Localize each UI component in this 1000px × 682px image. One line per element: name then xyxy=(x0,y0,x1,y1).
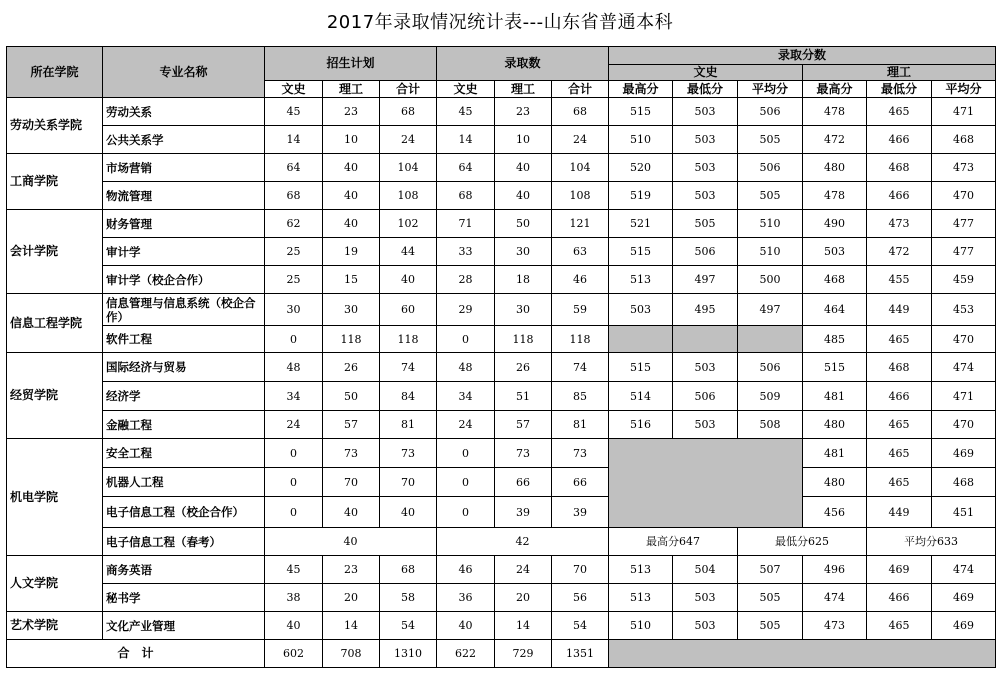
adm-ligong: 18 xyxy=(495,266,552,294)
lg-max: 481 xyxy=(803,382,867,411)
lg-avg: 470 xyxy=(932,326,996,353)
ws-max: 510 xyxy=(609,126,673,154)
lg-max: 485 xyxy=(803,326,867,353)
plan-wenshi: 0 xyxy=(265,326,323,353)
major-cell: 软件工程 xyxy=(103,326,265,353)
ws-max: 513 xyxy=(609,584,673,612)
major-cell: 审计学 xyxy=(103,238,265,266)
adm-total: 59 xyxy=(552,294,609,326)
lg-avg: 468 xyxy=(932,468,996,497)
plan-wenshi: 40 xyxy=(265,612,323,640)
plan-total: 44 xyxy=(380,238,437,266)
plan-merged: 40 xyxy=(265,528,437,556)
major-cell: 安全工程 xyxy=(103,439,265,468)
plan-ligong: 40 xyxy=(323,154,380,182)
ws-max: 513 xyxy=(609,556,673,584)
adm-ligong: 10 xyxy=(495,126,552,154)
college-cell: 会计学院 xyxy=(7,210,103,294)
lg-min: 465 xyxy=(867,468,932,497)
plan-ligong: 40 xyxy=(323,210,380,238)
lg-max: 496 xyxy=(803,556,867,584)
lg-avg: 459 xyxy=(932,266,996,294)
major-cell: 审计学（校企合作） xyxy=(103,266,265,294)
plan-wenshi: 0 xyxy=(265,439,323,468)
total-adm-ligong: 729 xyxy=(495,640,552,668)
plan-wenshi: 48 xyxy=(265,353,323,382)
header-lg-avg: 平均分 xyxy=(932,81,996,98)
header-college: 所在学院 xyxy=(7,47,103,98)
college-cell: 经贸学院 xyxy=(7,353,103,439)
ws-max: 519 xyxy=(609,182,673,210)
adm-total: 121 xyxy=(552,210,609,238)
plan-ligong: 118 xyxy=(323,326,380,353)
lg-min: 473 xyxy=(867,210,932,238)
plan-wenshi: 45 xyxy=(265,98,323,126)
empty-grey-block xyxy=(609,640,996,668)
adm-wenshi: 40 xyxy=(437,612,495,640)
lg-min: 455 xyxy=(867,266,932,294)
major-cell: 电子信息工程（春考） xyxy=(103,528,265,556)
lg-max: 515 xyxy=(803,353,867,382)
header-lg-min: 最低分 xyxy=(867,81,932,98)
lg-max: 472 xyxy=(803,126,867,154)
plan-wenshi: 30 xyxy=(265,294,323,326)
lg-min: 465 xyxy=(867,326,932,353)
lg-avg: 451 xyxy=(932,497,996,528)
major-cell: 信息管理与信息系统（校企合作） xyxy=(103,294,265,326)
plan-ligong: 14 xyxy=(323,612,380,640)
college-cell: 信息工程学院 xyxy=(7,294,103,353)
plan-total: 74 xyxy=(380,353,437,382)
lg-min: 468 xyxy=(867,154,932,182)
lg-min: 466 xyxy=(867,584,932,612)
header-ws-min: 最低分 xyxy=(673,81,738,98)
adm-wenshi: 24 xyxy=(437,411,495,439)
adm-merged: 42 xyxy=(437,528,609,556)
adm-ligong: 26 xyxy=(495,353,552,382)
adm-ligong: 66 xyxy=(495,468,552,497)
spring-avg: 平均分633 xyxy=(867,528,996,556)
plan-ligong: 73 xyxy=(323,439,380,468)
lg-max: 474 xyxy=(803,584,867,612)
plan-total: 24 xyxy=(380,126,437,154)
adm-ligong: 20 xyxy=(495,584,552,612)
adm-ligong: 24 xyxy=(495,556,552,584)
college-cell: 工商学院 xyxy=(7,154,103,210)
plan-wenshi: 25 xyxy=(265,266,323,294)
lg-avg: 471 xyxy=(932,382,996,411)
lg-min: 465 xyxy=(867,612,932,640)
plan-wenshi: 64 xyxy=(265,154,323,182)
header-ws-max: 最高分 xyxy=(609,81,673,98)
plan-total: 40 xyxy=(380,497,437,528)
header-scores-ligong: 理工 xyxy=(803,65,996,81)
lg-max: 478 xyxy=(803,182,867,210)
plan-total: 68 xyxy=(380,556,437,584)
lg-max: 473 xyxy=(803,612,867,640)
adm-ligong: 30 xyxy=(495,238,552,266)
lg-min: 466 xyxy=(867,126,932,154)
adm-ligong: 118 xyxy=(495,326,552,353)
header-major: 专业名称 xyxy=(103,47,265,98)
lg-max: 503 xyxy=(803,238,867,266)
adm-wenshi: 46 xyxy=(437,556,495,584)
ws-min: 503 xyxy=(673,353,738,382)
ws-avg: 506 xyxy=(738,353,803,382)
lg-max: 456 xyxy=(803,497,867,528)
adm-ligong: 39 xyxy=(495,497,552,528)
adm-total: 104 xyxy=(552,154,609,182)
ws-min: 503 xyxy=(673,126,738,154)
lg-avg: 477 xyxy=(932,210,996,238)
college-cell: 艺术学院 xyxy=(7,612,103,640)
college-cell: 人文学院 xyxy=(7,556,103,612)
plan-wenshi: 25 xyxy=(265,238,323,266)
lg-avg: 469 xyxy=(932,439,996,468)
adm-wenshi: 28 xyxy=(437,266,495,294)
ws-avg: 506 xyxy=(738,154,803,182)
adm-total: 68 xyxy=(552,98,609,126)
plan-wenshi: 0 xyxy=(265,468,323,497)
header-scores: 录取分数 xyxy=(609,47,996,65)
adm-ligong: 23 xyxy=(495,98,552,126)
college-cell: 劳动关系学院 xyxy=(7,98,103,154)
ws-max: 515 xyxy=(609,238,673,266)
adm-ligong: 30 xyxy=(495,294,552,326)
lg-max: 480 xyxy=(803,468,867,497)
header-adm-total: 合计 xyxy=(552,81,609,98)
adm-total: 118 xyxy=(552,326,609,353)
plan-wenshi: 45 xyxy=(265,556,323,584)
ws-max: 515 xyxy=(609,353,673,382)
adm-wenshi: 64 xyxy=(437,154,495,182)
adm-total: 24 xyxy=(552,126,609,154)
ws-avg: 510 xyxy=(738,210,803,238)
lg-min: 469 xyxy=(867,556,932,584)
header-ws-avg: 平均分 xyxy=(738,81,803,98)
lg-min: 449 xyxy=(867,497,932,528)
ws-avg: 505 xyxy=(738,612,803,640)
plan-wenshi: 14 xyxy=(265,126,323,154)
ws-min: 495 xyxy=(673,294,738,326)
plan-wenshi: 38 xyxy=(265,584,323,612)
total-label: 合 计 xyxy=(7,640,265,668)
major-cell: 劳动关系 xyxy=(103,98,265,126)
lg-avg: 471 xyxy=(932,98,996,126)
ws-max: 510 xyxy=(609,612,673,640)
plan-total: 58 xyxy=(380,584,437,612)
adm-ligong: 51 xyxy=(495,382,552,411)
ws-min: 503 xyxy=(673,584,738,612)
ws-max: 516 xyxy=(609,411,673,439)
header-lg-max: 最高分 xyxy=(803,81,867,98)
plan-ligong: 50 xyxy=(323,382,380,411)
plan-total: 54 xyxy=(380,612,437,640)
empty-grey-cell xyxy=(673,326,738,353)
page-title: 2017年录取情况统计表---山东省普通本科 xyxy=(326,12,674,33)
ws-avg: 497 xyxy=(738,294,803,326)
ws-min: 497 xyxy=(673,266,738,294)
header-scores-wenshi: 文史 xyxy=(609,65,803,81)
lg-max: 464 xyxy=(803,294,867,326)
adm-wenshi: 68 xyxy=(437,182,495,210)
ws-avg: 507 xyxy=(738,556,803,584)
lg-avg: 469 xyxy=(932,584,996,612)
lg-avg: 470 xyxy=(932,411,996,439)
plan-total: 84 xyxy=(380,382,437,411)
empty-grey-cell xyxy=(738,326,803,353)
adm-total: 85 xyxy=(552,382,609,411)
lg-avg: 453 xyxy=(932,294,996,326)
ws-min: 505 xyxy=(673,210,738,238)
header-adm-wenshi: 文史 xyxy=(437,81,495,98)
empty-grey-block xyxy=(609,439,803,528)
plan-total: 104 xyxy=(380,154,437,182)
plan-ligong: 26 xyxy=(323,353,380,382)
adm-wenshi: 45 xyxy=(437,98,495,126)
plan-total: 68 xyxy=(380,98,437,126)
ws-avg: 508 xyxy=(738,411,803,439)
ws-min: 503 xyxy=(673,154,738,182)
adm-total: 73 xyxy=(552,439,609,468)
lg-min: 468 xyxy=(867,353,932,382)
adm-ligong: 73 xyxy=(495,439,552,468)
adm-total: 39 xyxy=(552,497,609,528)
lg-min: 472 xyxy=(867,238,932,266)
ws-min: 503 xyxy=(673,612,738,640)
plan-wenshi: 68 xyxy=(265,182,323,210)
adm-wenshi: 0 xyxy=(437,468,495,497)
adm-wenshi: 0 xyxy=(437,439,495,468)
lg-avg: 474 xyxy=(932,556,996,584)
ws-avg: 510 xyxy=(738,238,803,266)
plan-ligong: 19 xyxy=(323,238,380,266)
plan-ligong: 30 xyxy=(323,294,380,326)
lg-min: 465 xyxy=(867,98,932,126)
spring-max: 最高分647 xyxy=(609,528,738,556)
plan-total: 118 xyxy=(380,326,437,353)
ws-avg: 509 xyxy=(738,382,803,411)
adm-wenshi: 29 xyxy=(437,294,495,326)
ws-max: 521 xyxy=(609,210,673,238)
adm-total: 74 xyxy=(552,353,609,382)
adm-total: 70 xyxy=(552,556,609,584)
plan-ligong: 20 xyxy=(323,584,380,612)
plan-wenshi: 0 xyxy=(265,497,323,528)
plan-ligong: 40 xyxy=(323,497,380,528)
adm-total: 81 xyxy=(552,411,609,439)
header-plan: 招生计划 xyxy=(265,47,437,81)
plan-ligong: 23 xyxy=(323,556,380,584)
lg-min: 465 xyxy=(867,411,932,439)
plan-ligong: 10 xyxy=(323,126,380,154)
major-cell: 机器人工程 xyxy=(103,468,265,497)
total-plan-total: 1310 xyxy=(380,640,437,668)
lg-avg: 477 xyxy=(932,238,996,266)
header-admitted: 录取数 xyxy=(437,47,609,81)
spring-min: 最低分625 xyxy=(738,528,867,556)
adm-wenshi: 0 xyxy=(437,497,495,528)
adm-total: 56 xyxy=(552,584,609,612)
lg-max: 480 xyxy=(803,411,867,439)
total-plan-wenshi: 602 xyxy=(265,640,323,668)
ws-avg: 500 xyxy=(738,266,803,294)
major-cell: 市场营销 xyxy=(103,154,265,182)
lg-avg: 474 xyxy=(932,353,996,382)
header-plan-ligong: 理工 xyxy=(323,81,380,98)
lg-max: 490 xyxy=(803,210,867,238)
major-cell: 文化产业管理 xyxy=(103,612,265,640)
plan-wenshi: 24 xyxy=(265,411,323,439)
adm-total: 108 xyxy=(552,182,609,210)
header-plan-total: 合计 xyxy=(380,81,437,98)
adm-wenshi: 14 xyxy=(437,126,495,154)
adm-total: 63 xyxy=(552,238,609,266)
adm-ligong: 57 xyxy=(495,411,552,439)
ws-avg: 505 xyxy=(738,182,803,210)
adm-total: 46 xyxy=(552,266,609,294)
ws-avg: 505 xyxy=(738,126,803,154)
lg-max: 478 xyxy=(803,98,867,126)
major-cell: 电子信息工程（校企合作） xyxy=(103,497,265,528)
lg-min: 449 xyxy=(867,294,932,326)
lg-avg: 470 xyxy=(932,182,996,210)
adm-ligong: 40 xyxy=(495,154,552,182)
plan-total: 40 xyxy=(380,266,437,294)
lg-min: 465 xyxy=(867,439,932,468)
header-plan-wenshi: 文史 xyxy=(265,81,323,98)
plan-wenshi: 62 xyxy=(265,210,323,238)
ws-avg: 505 xyxy=(738,584,803,612)
major-cell: 商务英语 xyxy=(103,556,265,584)
lg-avg: 468 xyxy=(932,126,996,154)
ws-min: 503 xyxy=(673,411,738,439)
adm-ligong: 40 xyxy=(495,182,552,210)
ws-max: 515 xyxy=(609,98,673,126)
lg-max: 480 xyxy=(803,154,867,182)
adm-wenshi: 34 xyxy=(437,382,495,411)
adm-ligong: 50 xyxy=(495,210,552,238)
ws-min: 503 xyxy=(673,98,738,126)
adm-wenshi: 71 xyxy=(437,210,495,238)
major-cell: 秘书学 xyxy=(103,584,265,612)
plan-ligong: 40 xyxy=(323,182,380,210)
lg-max: 468 xyxy=(803,266,867,294)
adm-total: 54 xyxy=(552,612,609,640)
ws-max: 520 xyxy=(609,154,673,182)
plan-total: 102 xyxy=(380,210,437,238)
ws-max: 513 xyxy=(609,266,673,294)
admission-table xyxy=(6,46,996,668)
header-adm-ligong: 理工 xyxy=(495,81,552,98)
plan-total: 81 xyxy=(380,411,437,439)
ws-min: 506 xyxy=(673,238,738,266)
ws-min: 503 xyxy=(673,182,738,210)
ws-max: 503 xyxy=(609,294,673,326)
adm-wenshi: 33 xyxy=(437,238,495,266)
ws-min: 504 xyxy=(673,556,738,584)
ws-min: 506 xyxy=(673,382,738,411)
lg-max: 481 xyxy=(803,439,867,468)
plan-ligong: 57 xyxy=(323,411,380,439)
total-adm-total: 1351 xyxy=(552,640,609,668)
lg-min: 466 xyxy=(867,182,932,210)
major-cell: 金融工程 xyxy=(103,411,265,439)
adm-wenshi: 48 xyxy=(437,353,495,382)
lg-avg: 469 xyxy=(932,612,996,640)
total-adm-wenshi: 622 xyxy=(437,640,495,668)
total-plan-ligong: 708 xyxy=(323,640,380,668)
plan-ligong: 15 xyxy=(323,266,380,294)
lg-avg: 473 xyxy=(932,154,996,182)
ws-avg: 506 xyxy=(738,98,803,126)
major-cell: 经济学 xyxy=(103,382,265,411)
adm-total: 66 xyxy=(552,468,609,497)
empty-grey-cell xyxy=(609,326,673,353)
ws-max: 514 xyxy=(609,382,673,411)
plan-ligong: 70 xyxy=(323,468,380,497)
major-cell: 物流管理 xyxy=(103,182,265,210)
plan-total: 60 xyxy=(380,294,437,326)
major-cell: 财务管理 xyxy=(103,210,265,238)
adm-ligong: 14 xyxy=(495,612,552,640)
major-cell: 国际经济与贸易 xyxy=(103,353,265,382)
plan-total: 70 xyxy=(380,468,437,497)
plan-total: 108 xyxy=(380,182,437,210)
adm-wenshi: 0 xyxy=(437,326,495,353)
adm-wenshi: 36 xyxy=(437,584,495,612)
plan-ligong: 23 xyxy=(323,98,380,126)
plan-wenshi: 34 xyxy=(265,382,323,411)
major-cell: 公共关系学 xyxy=(103,126,265,154)
lg-min: 466 xyxy=(867,382,932,411)
plan-total: 73 xyxy=(380,439,437,468)
college-cell: 机电学院 xyxy=(7,439,103,556)
